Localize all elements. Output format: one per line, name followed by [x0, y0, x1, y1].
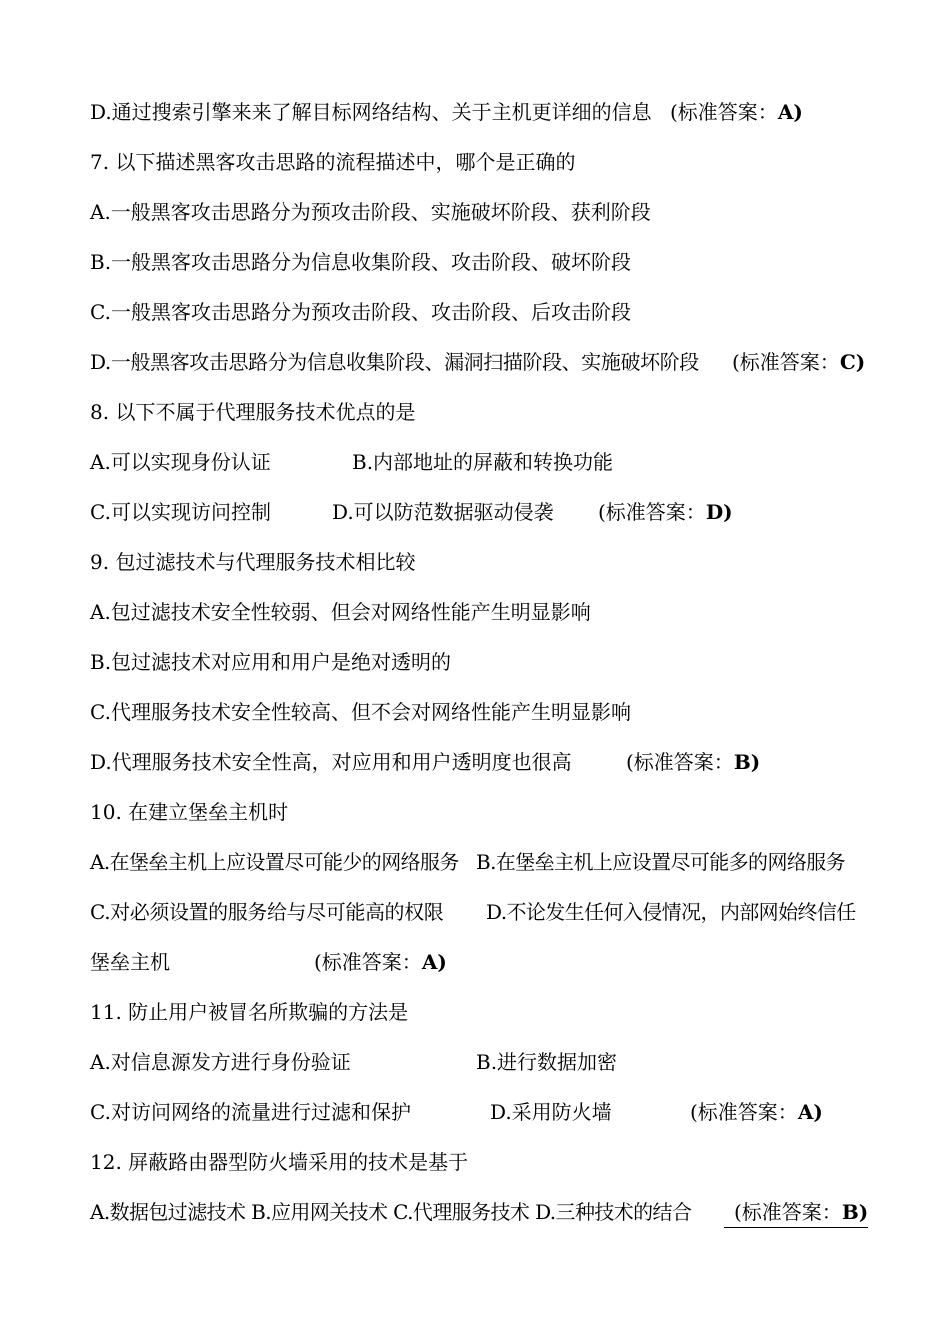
question-text: 7. 以下描述黑客攻击思路的流程描述中，哪个是正确的 [90, 150, 576, 174]
option-text: B.包过滤技术对应用和用户是绝对透明的 [90, 650, 452, 674]
standard-answer: (标准答案：B) [724, 1199, 868, 1228]
option-c-text: C.对必须设置的服务给与尽可能高的权限 [90, 900, 444, 924]
option-text: C.一般黑客攻击思路分为预攻击阶段、攻击阶段、后攻击阶段 [90, 300, 631, 324]
option-d-text: D.可以防范数据驱动侵袭 [332, 500, 554, 524]
question-text: 11. 防止用户被冒名所欺骗的方法是 [90, 1000, 409, 1024]
option-d-text: D.采用防火墙 [490, 1100, 612, 1124]
standard-answer: (标准答案：D) [598, 500, 733, 524]
option-a-text: A.对信息源发方进行身份验证 [90, 1050, 351, 1074]
standard-answer: (标准答案：A) [690, 1100, 823, 1124]
option-a-text: A.可以实现身份认证 [90, 450, 271, 474]
question-text: 9. 包过滤技术与代理服务技术相比较 [90, 550, 416, 574]
standard-answer: (标准答案：C) [732, 350, 866, 374]
option-d-text: D.不论发生任何入侵情况，内部网始终信任 [486, 900, 856, 924]
question-text: 8. 以下不属于代理服务技术优点的是 [90, 400, 416, 424]
question-text: 10. 在建立堡垒主机时 [90, 800, 289, 824]
option-text: D.代理服务技术安全性高，对应用和用户透明度也很高 [90, 750, 572, 774]
option-text: A.一般黑客攻击思路分为预攻击阶段、实施破坏阶段、获利阶段 [90, 200, 651, 224]
question-text: 12. 屏蔽路由器型防火墙采用的技术是基于 [90, 1150, 469, 1174]
standard-answer: (标准答案：B) [626, 750, 761, 774]
options-text: A.数据包过滤技术 B.应用网关技术 C.代理服务技术 D.三种技术的结合 [90, 1200, 692, 1224]
option-c-text: C.可以实现访问控制 [90, 500, 271, 524]
option-text: C.代理服务技术安全性较高、但不会对网络性能产生明显影响 [90, 700, 631, 724]
option-text: D.一般黑客攻击思路分为信息收集阶段、漏洞扫描阶段、实施破坏阶段 [90, 350, 699, 374]
option-text: B.一般黑客攻击思路分为信息收集阶段、攻击阶段、破坏阶段 [90, 250, 632, 274]
option-text: A.包过滤技术安全性较弱、但会对网络性能产生明显影响 [90, 600, 591, 624]
option-a-text: A.在堡垒主机上应设置尽可能少的网络服务 [90, 850, 459, 874]
option-c-text: C.对访问网络的流量进行过滤和保护 [90, 1100, 411, 1124]
option-b-text: B.内部地址的屏蔽和转换功能 [352, 450, 614, 474]
standard-answer: (标准答案：A) [314, 950, 447, 974]
option-b-text: B.进行数据加密 [476, 1050, 618, 1074]
standard-answer: (标准答案：A) [670, 100, 803, 124]
option-text: D.通过搜索引擎来来了解目标网络结构、关于主机更详细的信息 [90, 100, 652, 124]
option-b-text: B.在堡垒主机上应设置尽可能多的网络服务 [476, 850, 846, 874]
option-text: 堡垒主机 [90, 950, 170, 974]
